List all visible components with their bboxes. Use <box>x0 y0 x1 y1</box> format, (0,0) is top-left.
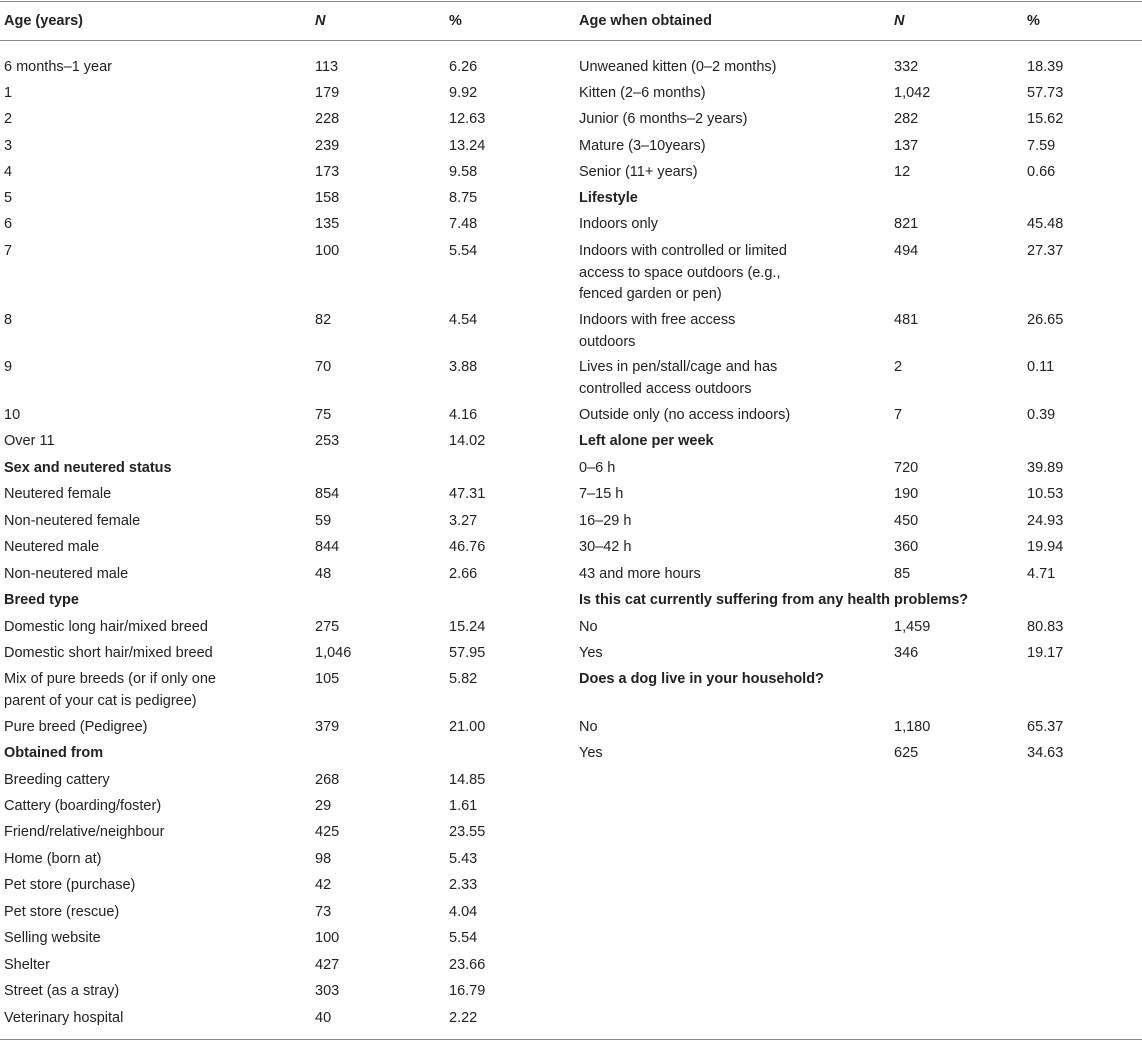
row-percent-value: 4.04 <box>449 904 478 920</box>
row-percent-value: 10.53 <box>1027 486 1064 502</box>
row-label: Shelter <box>4 957 50 973</box>
row-percent-value: 7.48 <box>449 216 478 232</box>
row-percent-value: 5.54 <box>449 930 478 946</box>
header-n-right: N <box>894 13 905 29</box>
row-n-value: 85 <box>894 566 911 582</box>
row-percent-value: 65.37 <box>1027 719 1064 735</box>
row-n-value: 228 <box>315 111 340 127</box>
row-percent-value: 80.83 <box>1027 619 1064 635</box>
row-label: Senior (11+ years) <box>579 164 698 180</box>
row-percent-value: 7.59 <box>1027 138 1056 154</box>
row-n-value: 173 <box>315 164 340 180</box>
row-percent-value: 26.65 <box>1027 312 1064 328</box>
row-n-value: 844 <box>315 539 340 555</box>
row-label: 3 <box>4 138 13 154</box>
row-n-value: 239 <box>315 138 340 154</box>
row-n-value: 346 <box>894 645 919 661</box>
row-label: 6 months–1 year <box>4 59 113 75</box>
row-percent-value: 6.26 <box>449 59 478 75</box>
row-label: Indoors only <box>579 216 658 232</box>
section-heading: Lifestyle <box>579 190 638 206</box>
row-label: Friend/relative/neighbour <box>4 824 165 840</box>
row-n-value: 100 <box>315 243 340 259</box>
row-percent-value: 21.00 <box>449 719 486 735</box>
row-n-value: 625 <box>894 745 919 761</box>
table-header-rule <box>0 40 1142 41</box>
row-label: Pet store (purchase) <box>4 877 136 893</box>
row-label: Veterinary hospital <box>4 1010 124 1026</box>
row-label: Indoors with controlled or limited access to space outdoors (e.g., fenced garden or pen) <box>579 243 787 302</box>
row-n-value: 135 <box>315 216 340 232</box>
row-label: Pure breed (Pedigree) <box>4 719 148 735</box>
row-n-value: 481 <box>894 312 919 328</box>
row-label: Pet store (rescue) <box>4 904 120 920</box>
row-n-value: 40 <box>315 1010 332 1026</box>
row-percent-value: 24.93 <box>1027 513 1064 529</box>
row-percent-value: 57.73 <box>1027 85 1064 101</box>
row-percent-value: 5.82 <box>449 671 478 687</box>
row-percent-value: 27.37 <box>1027 243 1064 259</box>
row-n-value: 282 <box>894 111 919 127</box>
row-percent-value: 4.54 <box>449 312 478 328</box>
row-n-value: 379 <box>315 719 340 735</box>
row-label: 5 <box>4 190 13 206</box>
row-label: 0–6 h <box>579 460 616 476</box>
header-n-left: N <box>315 13 326 29</box>
row-percent-value: 57.95 <box>449 645 486 661</box>
row-n-value: 190 <box>894 486 919 502</box>
section-heading: Breed type <box>4 592 79 608</box>
row-percent-value: 14.85 <box>449 772 486 788</box>
row-label: 2 <box>4 111 13 127</box>
row-label: Outside only (no access indoors) <box>579 407 791 423</box>
row-n-value: 179 <box>315 85 340 101</box>
row-n-value: 48 <box>315 566 332 582</box>
row-n-value: 450 <box>894 513 919 529</box>
row-label: Kitten (2–6 months) <box>579 85 706 101</box>
row-label: No <box>579 719 598 735</box>
row-percent-value: 13.24 <box>449 138 486 154</box>
row-n-value: 332 <box>894 59 919 75</box>
row-label: Home (born at) <box>4 851 102 867</box>
row-percent-value: 2.66 <box>449 566 478 582</box>
row-percent-value: 3.88 <box>449 359 478 375</box>
row-percent-value: 0.39 <box>1027 407 1056 423</box>
row-n-value: 268 <box>315 772 340 788</box>
row-percent-value: 1.61 <box>449 798 478 814</box>
row-n-value: 2 <box>894 359 903 375</box>
row-n-value: 360 <box>894 539 919 555</box>
row-percent-value: 45.48 <box>1027 216 1064 232</box>
row-percent-value: 9.92 <box>449 85 478 101</box>
row-label: 7–15 h <box>579 486 624 502</box>
row-percent-value: 34.63 <box>1027 745 1064 761</box>
row-percent-value: 23.66 <box>449 957 486 973</box>
row-n-value: 100 <box>315 930 340 946</box>
row-label: Unweaned kitten (0–2 months) <box>579 59 777 75</box>
row-percent-value: 9.58 <box>449 164 478 180</box>
row-n-value: 59 <box>315 513 332 529</box>
row-n-value: 854 <box>315 486 340 502</box>
row-n-value: 253 <box>315 433 340 449</box>
header-age-when-obtained: Age when obtained <box>579 13 712 29</box>
section-heading: Sex and neutered status <box>4 460 172 476</box>
table-bottom-rule <box>0 1039 1142 1040</box>
row-percent-value: 14.02 <box>449 433 486 449</box>
row-label: 7 <box>4 243 13 259</box>
row-n-value: 1,046 <box>315 645 352 661</box>
row-percent-value: 19.94 <box>1027 539 1064 555</box>
row-n-value: 427 <box>315 957 340 973</box>
row-n-value: 7 <box>894 407 903 423</box>
row-label: 10 <box>4 407 21 423</box>
row-label: Non-neutered female <box>4 513 141 529</box>
row-percent-value: 15.62 <box>1027 111 1064 127</box>
row-n-value: 105 <box>315 671 340 687</box>
row-n-value: 98 <box>315 851 332 867</box>
row-n-value: 1,180 <box>894 719 931 735</box>
row-n-value: 82 <box>315 312 332 328</box>
row-n-value: 494 <box>894 243 919 259</box>
row-n-value: 42 <box>315 877 332 893</box>
row-percent-value: 2.22 <box>449 1010 478 1026</box>
section-heading: Does a dog live in your household? <box>579 671 824 687</box>
row-label: Yes <box>579 645 603 661</box>
row-n-value: 137 <box>894 138 919 154</box>
row-label: Yes <box>579 745 603 761</box>
row-n-value: 425 <box>315 824 340 840</box>
row-percent-value: 0.66 <box>1027 164 1056 180</box>
row-n-value: 303 <box>315 983 340 999</box>
row-percent-value: 8.75 <box>449 190 478 206</box>
row-percent-value: 47.31 <box>449 486 486 502</box>
row-n-value: 158 <box>315 190 340 206</box>
header-pct-right: % <box>1027 13 1040 29</box>
row-percent-value: 39.89 <box>1027 460 1064 476</box>
row-percent-value: 4.71 <box>1027 566 1056 582</box>
header-pct-left: % <box>449 13 462 29</box>
row-label: 30–42 h <box>579 539 632 555</box>
row-n-value: 73 <box>315 904 332 920</box>
row-label: 16–29 h <box>579 513 632 529</box>
row-percent-value: 5.54 <box>449 243 478 259</box>
row-label: Domestic short hair/mixed breed <box>4 645 213 661</box>
row-percent-value: 18.39 <box>1027 59 1064 75</box>
row-n-value: 1,042 <box>894 85 931 101</box>
row-percent-value: 2.33 <box>449 877 478 893</box>
row-label: Breeding cattery <box>4 772 110 788</box>
row-n-value: 75 <box>315 407 332 423</box>
row-label: Neutered female <box>4 486 112 502</box>
row-label: Mix of pure breeds (or if only one parent of your cat is pedigree) <box>4 671 216 709</box>
row-label: No <box>579 619 598 635</box>
row-n-value: 1,459 <box>894 619 931 635</box>
row-label: 4 <box>4 164 13 180</box>
row-label: Street (as a stray) <box>4 983 120 999</box>
row-label: Lives in pen/stall/cage and has controlled access outdoors <box>579 359 778 397</box>
row-percent-value: 5.43 <box>449 851 478 867</box>
section-heading: Is this cat currently suffering from any health problems? <box>579 592 969 608</box>
row-label: 43 and more hours <box>579 566 701 582</box>
row-percent-value: 4.16 <box>449 407 478 423</box>
row-n-value: 70 <box>315 359 332 375</box>
row-percent-value: 3.27 <box>449 513 478 529</box>
row-n-value: 12 <box>894 164 911 180</box>
row-percent-value: 0.11 <box>1027 359 1055 375</box>
row-n-value: 113 <box>315 59 339 75</box>
header-age-years: Age (years) <box>4 13 83 29</box>
row-label: Cattery (boarding/foster) <box>4 798 162 814</box>
row-label: Mature (3–10years) <box>579 138 706 154</box>
row-label: 8 <box>4 312 13 328</box>
section-heading: Obtained from <box>4 745 104 761</box>
row-label: 6 <box>4 216 13 232</box>
row-percent-value: 15.24 <box>449 619 486 635</box>
row-label: 9 <box>4 359 13 375</box>
row-percent-value: 16.79 <box>449 983 486 999</box>
row-label: Domestic long hair/mixed breed <box>4 619 208 635</box>
row-label: Indoors with free access outdoors <box>579 312 736 350</box>
row-label: Neutered male <box>4 539 100 555</box>
row-n-value: 720 <box>894 460 919 476</box>
row-percent-value: 12.63 <box>449 111 486 127</box>
row-label: Selling website <box>4 930 101 946</box>
row-label: Over 11 <box>4 433 55 449</box>
section-heading: Left alone per week <box>579 433 714 449</box>
row-label: 1 <box>4 85 13 101</box>
row-n-value: 29 <box>315 798 332 814</box>
row-percent-value: 23.55 <box>449 824 486 840</box>
row-n-value: 275 <box>315 619 340 635</box>
row-label: Non-neutered male <box>4 566 129 582</box>
row-n-value: 821 <box>894 216 919 232</box>
row-percent-value: 46.76 <box>449 539 486 555</box>
row-percent-value: 19.17 <box>1027 645 1064 661</box>
row-label: Junior (6 months–2 years) <box>579 111 748 127</box>
table-top-rule <box>0 1 1142 2</box>
